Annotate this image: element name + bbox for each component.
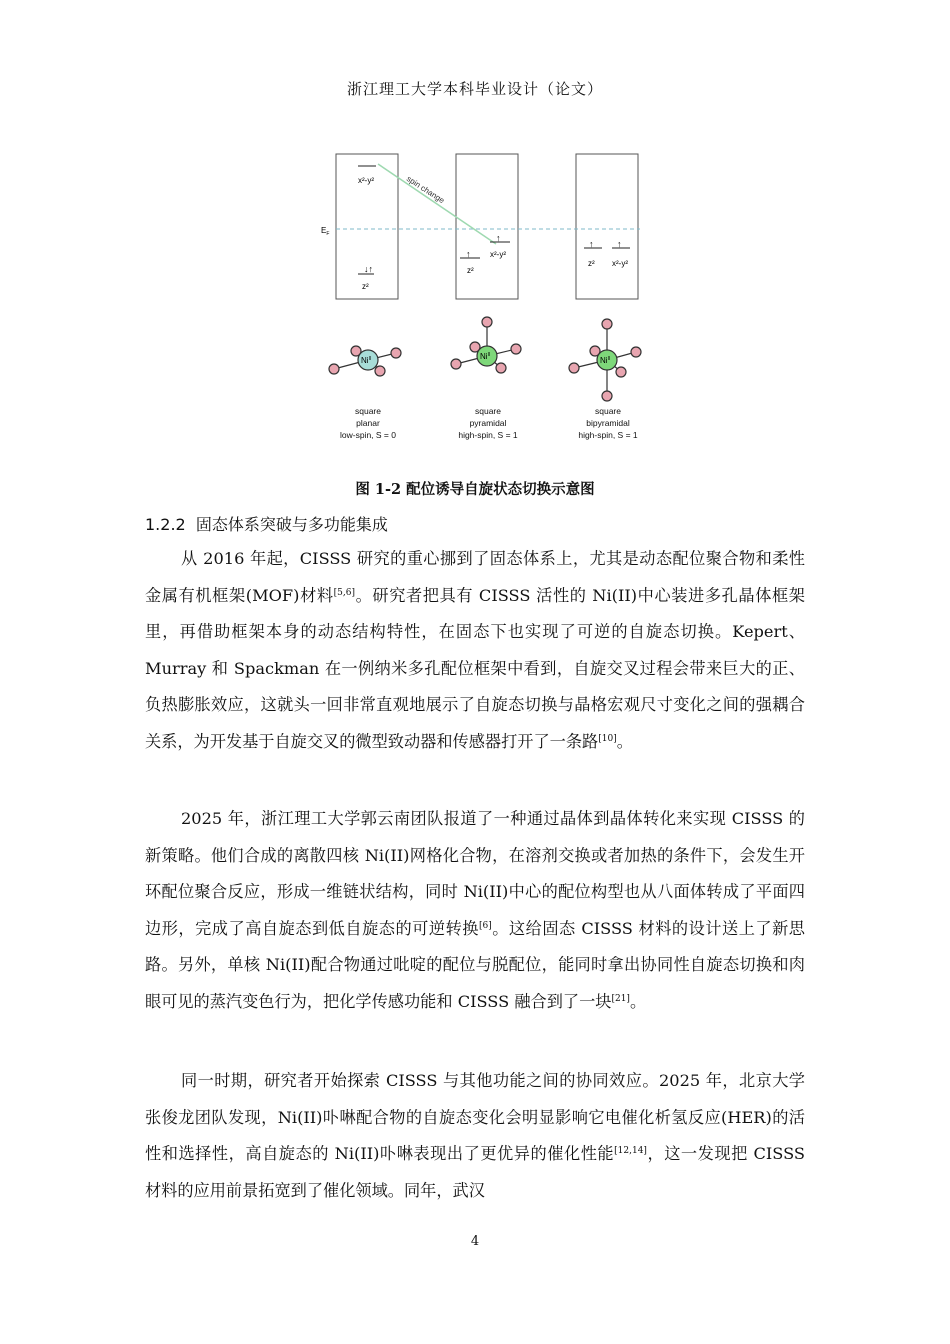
- geom-label-pyramidal-1: square: [475, 406, 501, 416]
- label-z2-planar: z²: [362, 282, 369, 291]
- fermi-label: $E_F$: [321, 226, 330, 237]
- spin-change-line: [378, 164, 496, 244]
- geom-label-pyramidal-3: high-spin, S = 1: [458, 430, 518, 440]
- spin-change-label: spin change: [404, 174, 447, 206]
- electron-pair-planar: ↓↑: [364, 264, 373, 274]
- paragraph-1-block: [145, 541, 805, 760]
- spin-state-diagram: [318, 142, 648, 452]
- electron-z2-bipyramidal: ↑: [589, 239, 594, 249]
- geom-label-planar-1: square: [355, 406, 381, 416]
- page-header: 浙江理工大学本科毕业设计（论文）: [346, 80, 603, 98]
- page-number: 4: [470, 1234, 480, 1249]
- header-rule: [145, 103, 805, 104]
- citation: [5,6]: [333, 587, 356, 598]
- molecule-square-pyramidal: [451, 317, 521, 373]
- ni-label-planar: $Ni^{II}$: [361, 356, 372, 365]
- ni-label-pyramidal: $Ni^{II}$: [480, 352, 491, 361]
- citation: [10]: [598, 733, 617, 744]
- label-z2-pyramidal: z²: [467, 266, 474, 275]
- electron-x2y2-bipyramidal: ↑: [617, 239, 622, 249]
- geom-label-pyramidal-2: pyramidal: [469, 418, 507, 428]
- label-x2y2-planar: x²-y²: [358, 176, 374, 185]
- energy-box-pyramidal: [456, 154, 518, 299]
- label-x2y2-bipyramidal: x²-y²: [612, 259, 628, 268]
- ni-label-bipyramidal: $Ni^{II}$: [600, 356, 611, 365]
- electron-z2-pyramidal: ↑: [466, 249, 471, 259]
- paragraph-1: 从 2016 年起，CISSS 研究的重心挪到了固态体系上，尤其是动态配位聚合物和柔性金属有机框架(MOF)材料[5,6]。研究者把具有 CISSS 活性的 Ni(II)中心装进多孔晶体框架里，再借助框架本身的动态结构特性，在固态下也实现了可逆的自旋态切换。Kepert、Murray 和 Spackman 在一例纳米多孔配位框架中看到，自旋交叉过程会带来巨大的正、负热膨胀效应，这就头一回非常直观地展示了自旋态切换与晶格宏观尺寸变化之间的强耦合关系，为开发基于自旋交叉的微型致动器和传感器打开了一条路[10]。: [145, 549, 805, 751]
- citation: [21]: [611, 993, 630, 1004]
- paragraph-3: 同一时期，研究者开始探索 CISSS 与其他功能之间的协同效应。2025 年，北京大学张俊龙团队发现，Ni(II)卟啉配合物的自旋态变化会明显影响它电催化析氢反应(HER)的活性和选择性，高自旋态的 Ni(II)卟啉表现出了更优异的催化性能[12,14]，这一发现把 CISSS 材料的应用前景拓宽到了催化领域。同年，武汉: [145, 1071, 805, 1200]
- geom-label-bipyramidal-1: square: [595, 406, 621, 416]
- citation: [12,14]: [614, 1146, 647, 1156]
- geom-label-planar-2: planar: [356, 418, 380, 428]
- figure: [318, 142, 648, 452]
- section-heading: [145, 512, 388, 535]
- label-z2-bipyramidal: z²: [588, 259, 595, 268]
- geom-label-bipyramidal-2: bipyramidal: [586, 418, 630, 428]
- paragraph-2: 2025 年，浙江理工大学郭云南团队报道了一种通过晶体到晶体转化来实现 CISSS 的新策略。他们合成的离散四核 Ni(II)网格化合物，在溶剂交换或者加热的条件下，会发生开环配位聚合反应，形成一维链状结构，同时 Ni(II)中心的配位构型也从八面体转成了平面四边形，完成了高自旋态到低自旋态的可逆转换[6]。这给固态 CISSS 材料的设计送上了新思路。另外，单核 Ni(II)配合物通过吡啶的配位与脱配位，能同时拿出协同性自旋态切换和肉眼可见的蒸汽变色行为，把化学传感功能和 CISSS 融合到了一块[21]。: [145, 809, 805, 1011]
- paragraph-2-block: [145, 801, 805, 1020]
- geom-label-bipyramidal-3: high-spin, S = 1: [578, 430, 638, 440]
- figure-caption: 图 1-2 配位诱导自旋状态切换示意图: [355, 481, 595, 498]
- energy-box-bipyramidal: [576, 154, 638, 299]
- section-number: 1.2.2: [145, 515, 186, 534]
- paragraph-3-block: [145, 1063, 805, 1209]
- citation: [6]: [478, 920, 492, 931]
- section-title: 固态体系突破与多功能集成: [195, 515, 388, 534]
- electron-x2y2-pyramidal: ↑: [496, 233, 501, 243]
- label-x2y2-pyramidal: x²-y²: [490, 250, 506, 259]
- geom-label-planar-3: low-spin, S = 0: [340, 430, 396, 440]
